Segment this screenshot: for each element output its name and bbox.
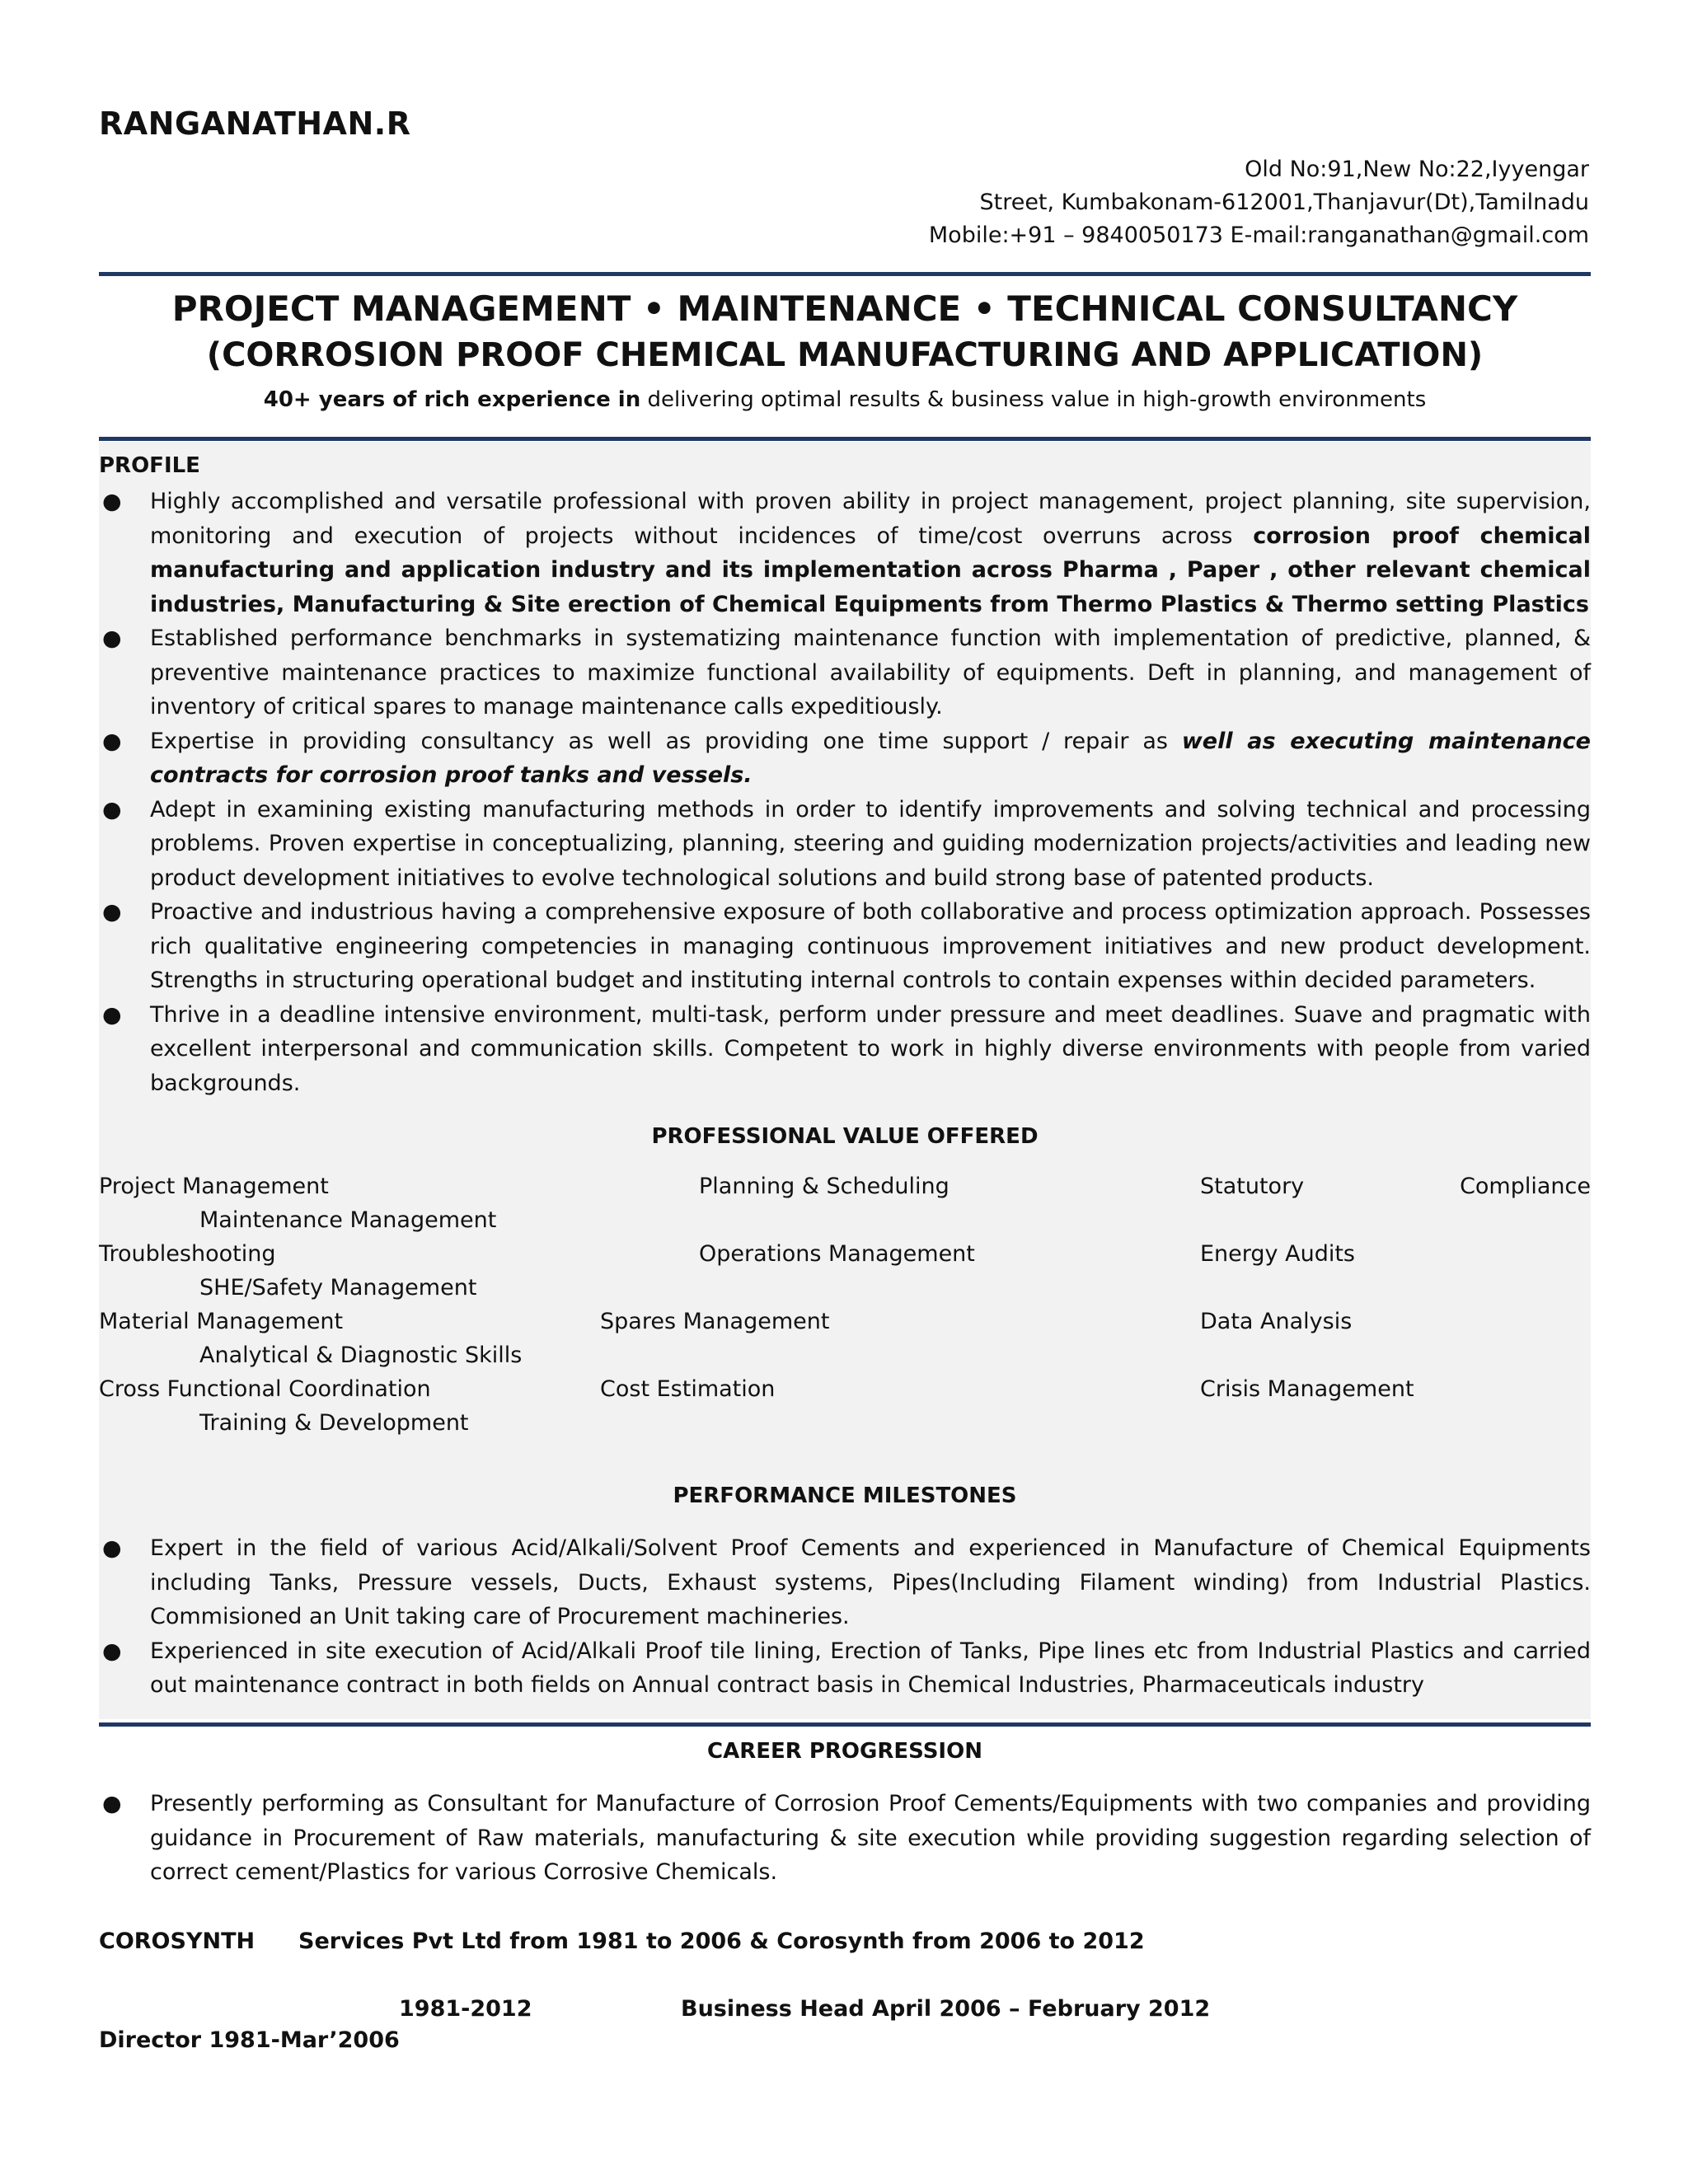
bullet-icon: ● [102,489,122,514]
headline-summary [99,387,1591,412]
profile-list [99,485,1591,1100]
value-item: SHE/Safety Management [199,1275,477,1301]
list-item [99,485,1591,621]
milestone-bullet-2-text: Experienced in site execution of Acid/Alkali Proof tile lining, Erection of Tanks, Pipe lines etc from Industrial Plastics and carried out maintenance contract in both fields on Annual contract basis in Chemical Industries, Pharmaceuticals industry [150,1638,1591,1698]
profile-bullet-5-text: Proactive and industrious having a comprehensive exposure of both collaborative and process optimization approach. Possesses rich qualitative engineering competencies in managing continuous improvement initiatives and new product development. Strengths in structuring operational budget and instituting internal controls to contain expenses within decided parameters. [150,899,1591,993]
value-item: Crisis Management [1200,1376,1414,1402]
value-item: Maintenance Management [199,1207,497,1233]
bullet-icon: ● [102,626,122,651]
company-name: COROSYNTH [99,1929,256,1954]
profile-bullet-3-bold: well as executing maintenance contracts for corrosion proof tanks and vessels. [150,728,1591,788]
candidate-name: RANGANATHAN.R [99,105,411,142]
list-item [99,1634,1591,1703]
profile-bullet-4-text: Adept in examining existing manufacturing methods in order to identify improvements and solving technical and processing problems. Proven expertise in conceptualizing, planning, steering and guiding modernization projects/activities and leading new product development initiatives to evolve technological solutions and build strong base of patented products. [150,796,1591,891]
list-item [99,1787,1591,1890]
milestones-divider [99,1722,1591,1727]
list-item [99,895,1591,998]
value-item: Compliance [1460,1174,1591,1199]
profile-title: PROFILE [99,453,200,478]
address-line-2: Street, Kumbakonam-612001,Thanjavur(Dt),Tamilnadu [979,190,1589,215]
value-item: Planning & Scheduling [699,1174,950,1199]
career-bullet-1-text: Presently performing as Consultant for Manufacture of Corrosion Proof Cements/Equipments with two companies and providing guidance in Procurement of Raw materials, manufacturing & site execution while providing suggestion regarding selection of correct cement/Plastics for various Corrosive Chemicals. [150,1791,1591,1885]
value-item: Energy Audits [1200,1241,1355,1267]
profile-bullet-1-bold: corrosion proof chemical manufacturing and application industry and its implementation across Pharma , Paper , other relevant chemical industries, Manufacturing & Site erection of Chemical Equipments from Thermo Plastics & Thermo setting Plastics [150,523,1591,617]
contact-line: Mobile:+91 – 9840050173 E-mail:ranganathan@gmail.com [928,223,1589,248]
headline-summary-rest: delivering optimal results & business value in high-growth environments [640,387,1427,412]
headline-title: PROJECT MANAGEMENT • MAINTENANCE • TECHNICAL CONSULTANCY [171,288,1518,329]
value-item: Material Management [99,1309,344,1334]
bullet-icon: ● [102,1638,122,1664]
value-item: Project Management [99,1174,329,1199]
company-history: Services Pvt Ltd from 1981 to 2006 & Corosynth from 2006 to 2012 [298,1929,1145,1954]
milestones-list [99,1531,1591,1703]
value-item: Statutory [1200,1174,1305,1199]
value-item: Troubleshooting [99,1241,276,1267]
profile-bullet-3-text: Expertise in providing consultancy as well as providing one time support / repair as [150,728,1182,754]
bullet-icon: ● [102,1535,122,1561]
profile-bullet-6-text: Thrive in a deadline intensive environment, multi-task, perform under pressure and meet deadlines. Suave and pragmatic with excellent interpersonal and communication skills. Competent to work in highly diverse environments with people from varied backgrounds. [150,1001,1591,1096]
value-offered-title: PROFESSIONAL VALUE OFFERED [651,1124,1039,1149]
headline-divider [99,437,1591,441]
value-item: Operations Management [699,1241,975,1267]
bullet-icon: ● [102,899,122,925]
contact-block [847,153,1589,252]
bullet-icon: ● [102,796,122,823]
list-item [99,621,1591,724]
value-item: Data Analysis [1200,1309,1353,1334]
business-head-role: Business Head April 2006 – February 2012 [681,1996,1211,2022]
bullet-icon: ● [102,1001,122,1028]
profile-bullet-2-text: Established performance benchmarks in systematizing maintenance function with implementation of predictive, planned, & preventive maintenance practices to maximize functional availability of equipments. Deft in planning, and management of inventory of critical spares to manage maintenance calls expeditiously. [150,626,1591,719]
list-item [99,793,1591,896]
bullet-icon: ● [102,1791,122,1816]
list-item [99,1531,1591,1634]
list-item [99,998,1591,1101]
career-period: 1981-2012 [399,1996,532,2022]
milestone-bullet-1-text: Expert in the field of various Acid/Alkali/Solvent Proof Cements and experienced in Manufacture of Chemical Equipments including Tanks, Pressure vessels, Ducts, Exhaust systems, Pipes(Including Filament winding) from Industrial Plastics. Commisioned an Unit taking care of Procurement machineries. [150,1535,1591,1629]
career-title: CAREER PROGRESSION [707,1739,982,1764]
headline-summary-bold: 40+ years of rich experience in [263,387,641,412]
milestones-title: PERFORMANCE MILESTONES [673,1483,1017,1508]
bullet-icon: ● [102,728,122,754]
list-item [99,724,1591,793]
value-item: Analytical & Diagnostic Skills [199,1343,523,1368]
header-divider [99,272,1591,276]
address-line-1: Old No:91,New No:22,Iyyengar [1245,157,1589,182]
career-list [99,1787,1591,1890]
value-item: Spares Management [600,1309,830,1334]
headline-subtitle: (CORROSION PROOF CHEMICAL MANUFACTURING AND APPLICATION) [206,336,1484,374]
value-item: Cost Estimation [600,1376,776,1402]
director-role: Director 1981-Mar’2006 [99,2027,400,2053]
value-item: Cross Functional Coordination [99,1376,431,1402]
value-item: Training & Development [199,1410,469,1436]
profile-bullet-1-text: Highly accomplished and versatile professional with proven ability in project management, project planning, site supervision, monitoring and execution of projects without incidences of time/cost overruns across [150,489,1591,549]
